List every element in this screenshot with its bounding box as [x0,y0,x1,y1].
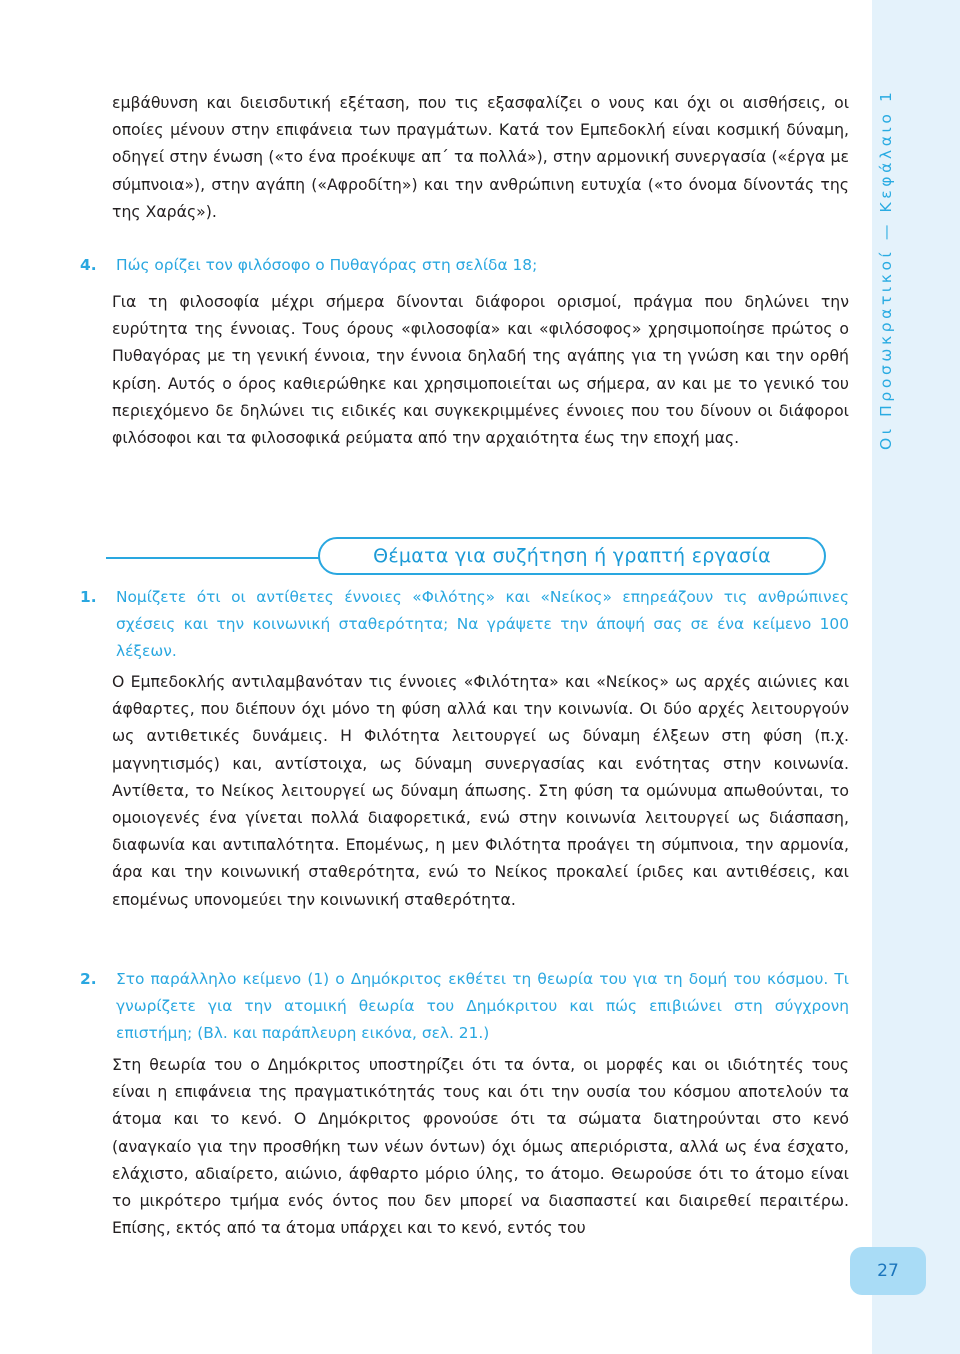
question-4 [80,252,849,279]
topic-1 [80,584,849,666]
intro-paragraph: εμβάθυνση και διεισδυτική εξέταση, που τις εξασφαλίζει ο νους και όχι οι αισθήσεις, οι οποίες μένουν στην επιφάνεια των πραγμάτων. Κατά τον Εμπεδοκλή είναι κοσμική δύναμη, οδηγεί στην ένωση («το ένα προέκυψε απ΄ τα πολλά»), στην αρμονική συνεργασία («έργα με σύμπνοια»), στην αγάπη («Αφροδίτη») και την ανθρώπινη ευτυχία («το όνομα δίνοντάς της της Χαράς»). [112,93,849,221]
section-banner: Θέματα για συζήτηση ή γραπτή εργασία [318,537,826,575]
topic-2 [80,966,849,1048]
topic-1-number: 1. [80,588,97,606]
topic-2-number: 2. [80,970,97,988]
topic-1-text: Νομίζετε ότι οι αντίθετες έννοιες «Φιλότης» και «Νείκος» επηρεάζουν τις ανθρώπινες σχέσεις και την κοινωνική σταθερότητα; Να γράψετε την άποψή σας σε ένα κείμενο 100 λέξεων. [116,588,849,661]
question-4-answer: Για τη φιλοσοφία μέχρι σήμερα δίνονται διάφοροι ορισμοί, πράγμα που δηλώνει την ευρύτητα της έννοιας. Τους όρους «φιλοσοφία» και «φιλόσοφος» χρησιμοποίησε πρώτος ο Πυθαγόρας με τη γενική έννοια, την έννοια δηλαδή της αγάπης για τη γνώση και την ορθή κρίση. Αυτός ο όρος καθιερώθηκε και χρησιμοποιείται ως σήμερα, αν και με το γενικό του περιεχόμενο δε δηλώνει τις ειδικές και συγκεκριμμένες έννοιες που του δίνουν οι διάφοροι φιλόσοφοι και τα φιλοσοφικά ρεύματα από την αρχαιότητα έως την εποχή μας. [112,292,849,448]
question-4-text: Πώς ορίζει τον φιλόσοφο ο Πυθαγόρας στη σελίδα 18; [116,256,538,274]
topic-1-answer: Ο Εμπεδοκλής αντιλαμβανόταν τις έννοιες «Φιλότητα» και «Νείκος» ως αρχές αιώνιες και άφθαρτες, που διέπουν όχι μόνο τη φύση αλλά και την κοινωνία. Οι δύο αρχές λειτουργούν ως αντιθετικές δυνάμεις. Η Φιλότητα λειτουργεί ως δύναμη έλξεων στη φύση (π.χ. μαγνητισμός) και, αντίστοιχα, ως δύναμη συνεργασίας και ενότητας στην κοινωνία. Αντίθετα, το Νείκος λειτουργεί ως δύναμη άπωσης. Στη φύση τα ομώνυμα απωθούνται, το ομοιογενές ένα γίνεται πολλά διαφορετικά, ενώ στην κοινωνία λειτουργεί ως διάσπαση, διαφωνία και αντιπαλότητα. Επομένως, η μεν Φιλότητα προάγει τη σύμπνοια, την αρμονία, άρα και την κοινωνική σταθερότητα, ενώ το Νείκος προκαλεί ίριδες και αντιθέσεις, και επομένως υπονομεύει την κοινωνική σταθερότητα. [112,672,849,909]
chapter-label: Οι Προσωκρατικοί — Κεφάλαιο 1 [877,88,895,450]
topic-2-text: Στο παράλληλο κείμενο (1) ο Δημόκριτος εκθέτει τη θεωρία του για τη δομή του κόσμου. Τι γνωρίζετε για την ατομική θεωρία του Δημόκριτου και πώς επιβιώνει στη σύγχρονη επιστήμη; (Βλ. και παράπλευρη εικόνα, σελ. 21.) [116,970,849,1043]
question-4-number: 4. [80,256,97,274]
page-number: 27 [877,1261,899,1281]
topic-2-answer: Στη θεωρία του ο Δημόκριτος υποστηρίζει ότι τα όντα, οι μορφές και οι ιδιότητές τους είναι η επιφάνεια της πραγματικότητάς τους και ότι την ουσία του κόσμου αποτελούν τα άτομα και το κενό. Ο Δημόκριτος φρονούσε ότι τα σώματα διατηρούνται στο κενό (αναγκαίο για την προσθήκη των νέων όντων) όχι όμως απεριόριστα, αλλά ως ένα έσχατο, ελάχιστο, αδιαίρετο, αιώνιο, άφθαρτο μόριο ύλης, το άτομο. Θεωρούσε ότι το άτομο είναι το μικρότερο τμήμα ενός όντος που δεν μπορεί να διασπαστεί και διαιρεθεί περαιτέρω. Επίσης, εκτός από τα άτομα υπάρχει και το κενό, εντός του [112,1055,849,1238]
